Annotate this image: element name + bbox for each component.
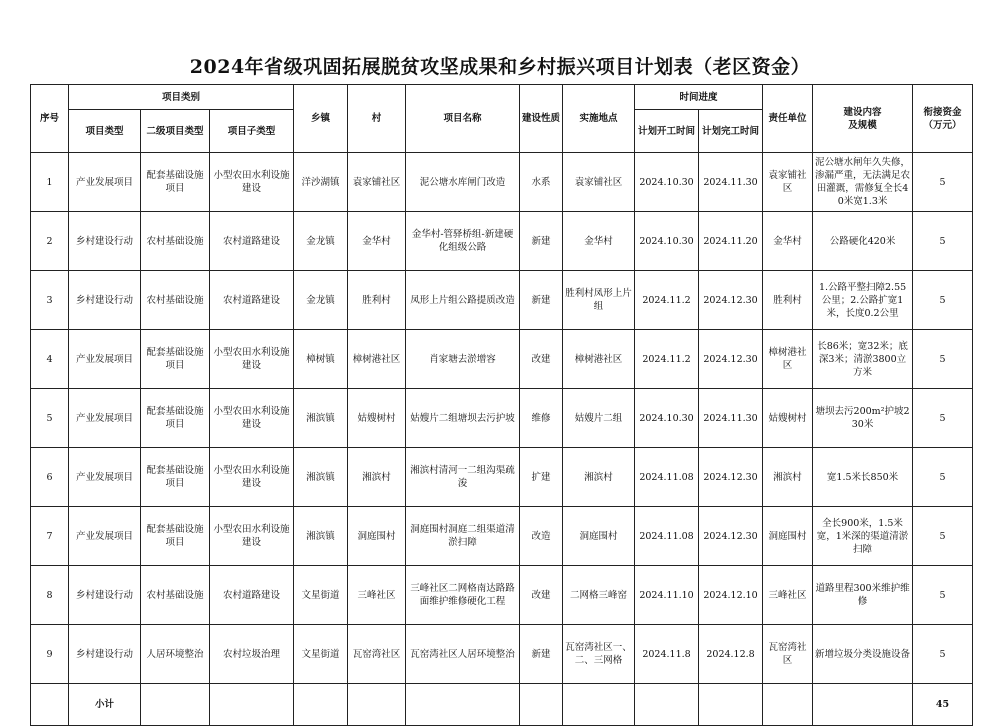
cell-name: 泥公塘水库闸门改造: [406, 153, 520, 212]
cell-subtype: 农村道路建设: [210, 566, 294, 625]
cell-type: 乡村建设行动: [69, 271, 141, 330]
cell-village: 袁家铺社区: [348, 153, 406, 212]
cell-fund: 5: [913, 448, 973, 507]
cell-village: 瓦窑湾社区: [348, 625, 406, 684]
cell-village: 姑嫂树村: [348, 389, 406, 448]
cell-fund: 5: [913, 271, 973, 330]
cell-nature: 改造: [520, 507, 563, 566]
header-level2: 二级项目类型: [141, 110, 210, 153]
cell-place: 二网格三峰窑: [563, 566, 635, 625]
cell-end: 2024.12.30: [699, 448, 763, 507]
cell-start: 2024.11.10: [635, 566, 699, 625]
cell-start: 2024.11.8: [635, 625, 699, 684]
header-place: 实施地点: [563, 85, 635, 153]
cell-end: 2024.11.20: [699, 212, 763, 271]
cell-name: 瓦窑湾社区人居环境整治: [406, 625, 520, 684]
cell-fund: 5: [913, 566, 973, 625]
cell-fund: 5: [913, 330, 973, 389]
cell-unit: 袁家铺社区: [763, 153, 813, 212]
cell-seq: 2: [31, 212, 69, 271]
cell-type: 乡村建设行动: [69, 566, 141, 625]
table-row: [31, 153, 973, 212]
cell-place: 胜利村凤形上片组: [563, 271, 635, 330]
table-row: [31, 330, 973, 389]
cell-content: 塘坝去污200m²护坡230米: [813, 389, 913, 448]
cell-seq: 6: [31, 448, 69, 507]
cell-end: 2024.11.30: [699, 153, 763, 212]
header-town: 乡镇: [294, 85, 348, 153]
cell-start: 2024.10.30: [635, 153, 699, 212]
subtotal-empty-cell: [31, 684, 69, 726]
cell-end: 2024.12.30: [699, 271, 763, 330]
cell-place: 瓦窑湾社区一、二、三网格: [563, 625, 635, 684]
cell-town: 文星街道: [294, 625, 348, 684]
cell-seq: 5: [31, 389, 69, 448]
cell-town: 金龙镇: [294, 271, 348, 330]
header-unit: 责任单位: [763, 85, 813, 153]
cell-fund: 5: [913, 507, 973, 566]
header-project-name: 项目名称: [406, 85, 520, 153]
cell-nature: 水系: [520, 153, 563, 212]
cell-start: 2024.11.2: [635, 330, 699, 389]
cell-nature: 改建: [520, 330, 563, 389]
cell-level2: 配套基础设施项目: [141, 153, 210, 212]
cell-level2: 配套基础设施项目: [141, 448, 210, 507]
cell-place: 姑嫂片二组: [563, 389, 635, 448]
cell-subtype: 农村垃圾治理: [210, 625, 294, 684]
cell-name: 三峰社区二网格南达路路面维护维修硬化工程: [406, 566, 520, 625]
cell-level2: 配套基础设施项目: [141, 389, 210, 448]
cell-name: 凤形上片组公路提质改造: [406, 271, 520, 330]
cell-subtype: 小型农田水利设施建设: [210, 448, 294, 507]
cell-unit: 瓦窑湾社区: [763, 625, 813, 684]
cell-place: 樟树港社区: [563, 330, 635, 389]
cell-unit: 湘滨村: [763, 448, 813, 507]
cell-fund: 5: [913, 212, 973, 271]
header-subtype: 项目子类型: [210, 110, 294, 153]
cell-content: 长86米；宽32米；底深3米；清淤3800立方米: [813, 330, 913, 389]
cell-content: 全长900米，1.5米宽，1米深的渠道清淤扫障: [813, 507, 913, 566]
cell-end: 2024.12.30: [699, 507, 763, 566]
cell-content: 宽1.5米长850米: [813, 448, 913, 507]
header-time-group: 时间进度: [635, 85, 763, 110]
cell-seq: 4: [31, 330, 69, 389]
cell-nature: 维修: [520, 389, 563, 448]
subtotal-label: 小计: [69, 684, 141, 726]
cell-nature: 扩建: [520, 448, 563, 507]
cell-nature: 新建: [520, 212, 563, 271]
header-category-group: 项目类别: [69, 85, 294, 110]
cell-content: 泥公塘水闸年久失修，渗漏严重，无法满足农田灌溉，需修复全长40米宽1.3米: [813, 153, 913, 212]
project-plan-table: [30, 84, 973, 726]
cell-type: 产业发展项目: [69, 448, 141, 507]
header-start: 计划开工时间: [635, 110, 699, 153]
table-row: [31, 507, 973, 566]
cell-name: 洞庭围村洞庭二组渠道清淤扫障: [406, 507, 520, 566]
cell-level2: 农村基础设施: [141, 271, 210, 330]
cell-type: 产业发展项目: [69, 153, 141, 212]
cell-town: 金龙镇: [294, 212, 348, 271]
cell-start: 2024.10.30: [635, 389, 699, 448]
cell-nature: 改建: [520, 566, 563, 625]
header-fund: 衔接资金 （万元）: [913, 85, 973, 153]
cell-village: 三峰社区: [348, 566, 406, 625]
cell-end: 2024.12.30: [699, 330, 763, 389]
cell-content: 公路硬化420米: [813, 212, 913, 271]
cell-unit: 樟树港社区: [763, 330, 813, 389]
cell-town: 洋沙湖镇: [294, 153, 348, 212]
header-content: 建设内容 及规模: [813, 85, 913, 153]
cell-subtype: 农村道路建设: [210, 212, 294, 271]
cell-name: 金华村-管驿桥组-新建硬化组级公路: [406, 212, 520, 271]
cell-start: 2024.11.08: [635, 507, 699, 566]
cell-start: 2024.11.2: [635, 271, 699, 330]
cell-subtype: 小型农田水利设施建设: [210, 153, 294, 212]
cell-town: 樟树镇: [294, 330, 348, 389]
subtotal-row: [31, 684, 973, 726]
cell-fund: 5: [913, 153, 973, 212]
cell-type: 产业发展项目: [69, 330, 141, 389]
cell-level2: 农村基础设施: [141, 566, 210, 625]
cell-seq: 7: [31, 507, 69, 566]
cell-unit: 胜利村: [763, 271, 813, 330]
header-seq: 序号: [31, 85, 69, 153]
cell-subtype: 小型农田水利设施建设: [210, 389, 294, 448]
cell-name: 姑嫂片二组塘坝去污护坡: [406, 389, 520, 448]
cell-content: 1.公路平整扫障2.55公里；2.公路扩宽1米，长度0.2公里: [813, 271, 913, 330]
cell-level2: 配套基础设施项目: [141, 507, 210, 566]
cell-place: 袁家铺社区: [563, 153, 635, 212]
cell-type: 乡村建设行动: [69, 625, 141, 684]
cell-unit: 姑嫂树村: [763, 389, 813, 448]
cell-level2: 农村基础设施: [141, 212, 210, 271]
table-row: [31, 271, 973, 330]
cell-subtype: 农村道路建设: [210, 271, 294, 330]
cell-content: 新增垃圾分类设施设备: [813, 625, 913, 684]
page-title: 2024年省级巩固拓展脱贫攻坚成果和乡村振兴项目计划表（老区资金）: [189, 56, 811, 78]
cell-seq: 1: [31, 153, 69, 212]
cell-name: 湘滨村清河一二组沟渠疏浚: [406, 448, 520, 507]
subtotal-fund: 45: [913, 684, 973, 726]
cell-end: 2024.11.30: [699, 389, 763, 448]
cell-level2: 人居环境整治: [141, 625, 210, 684]
cell-seq: 9: [31, 625, 69, 684]
cell-level2: 配套基础设施项目: [141, 330, 210, 389]
cell-fund: 5: [913, 625, 973, 684]
table-row: [31, 566, 973, 625]
cell-start: 2024.10.30: [635, 212, 699, 271]
cell-town: 湘滨镇: [294, 507, 348, 566]
cell-unit: 金华村: [763, 212, 813, 271]
cell-nature: 新建: [520, 271, 563, 330]
cell-seq: 8: [31, 566, 69, 625]
cell-type: 产业发展项目: [69, 507, 141, 566]
header-type: 项目类型: [69, 110, 141, 153]
cell-name: 肖家塘去淤增容: [406, 330, 520, 389]
cell-subtype: 小型农田水利设施建设: [210, 507, 294, 566]
cell-nature: 新建: [520, 625, 563, 684]
cell-village: 湘滨村: [348, 448, 406, 507]
table-row: [31, 625, 973, 684]
cell-content: 道路里程300米维护维修: [813, 566, 913, 625]
cell-place: 湘滨村: [563, 448, 635, 507]
cell-village: 金华村: [348, 212, 406, 271]
cell-unit: 洞庭围村: [763, 507, 813, 566]
cell-unit: 三峰社区: [763, 566, 813, 625]
cell-end: 2024.12.8: [699, 625, 763, 684]
cell-type: 乡村建设行动: [69, 212, 141, 271]
cell-village: 洞庭围村: [348, 507, 406, 566]
header-nature: 建设性质: [520, 85, 563, 153]
table-row: [31, 212, 973, 271]
header-village: 村: [348, 85, 406, 153]
cell-subtype: 小型农田水利设施建设: [210, 330, 294, 389]
table-row: [31, 389, 973, 448]
cell-end: 2024.12.10: [699, 566, 763, 625]
header-end: 计划完工时间: [699, 110, 763, 153]
cell-town: 湘滨镇: [294, 389, 348, 448]
table-row: [31, 448, 973, 507]
cell-start: 2024.11.08: [635, 448, 699, 507]
cell-place: 洞庭围村: [563, 507, 635, 566]
cell-place: 金华村: [563, 212, 635, 271]
cell-village: 樟树港社区: [348, 330, 406, 389]
cell-seq: 3: [31, 271, 69, 330]
cell-town: 湘滨镇: [294, 448, 348, 507]
cell-village: 胜利村: [348, 271, 406, 330]
cell-type: 产业发展项目: [69, 389, 141, 448]
cell-town: 文星街道: [294, 566, 348, 625]
cell-fund: 5: [913, 389, 973, 448]
